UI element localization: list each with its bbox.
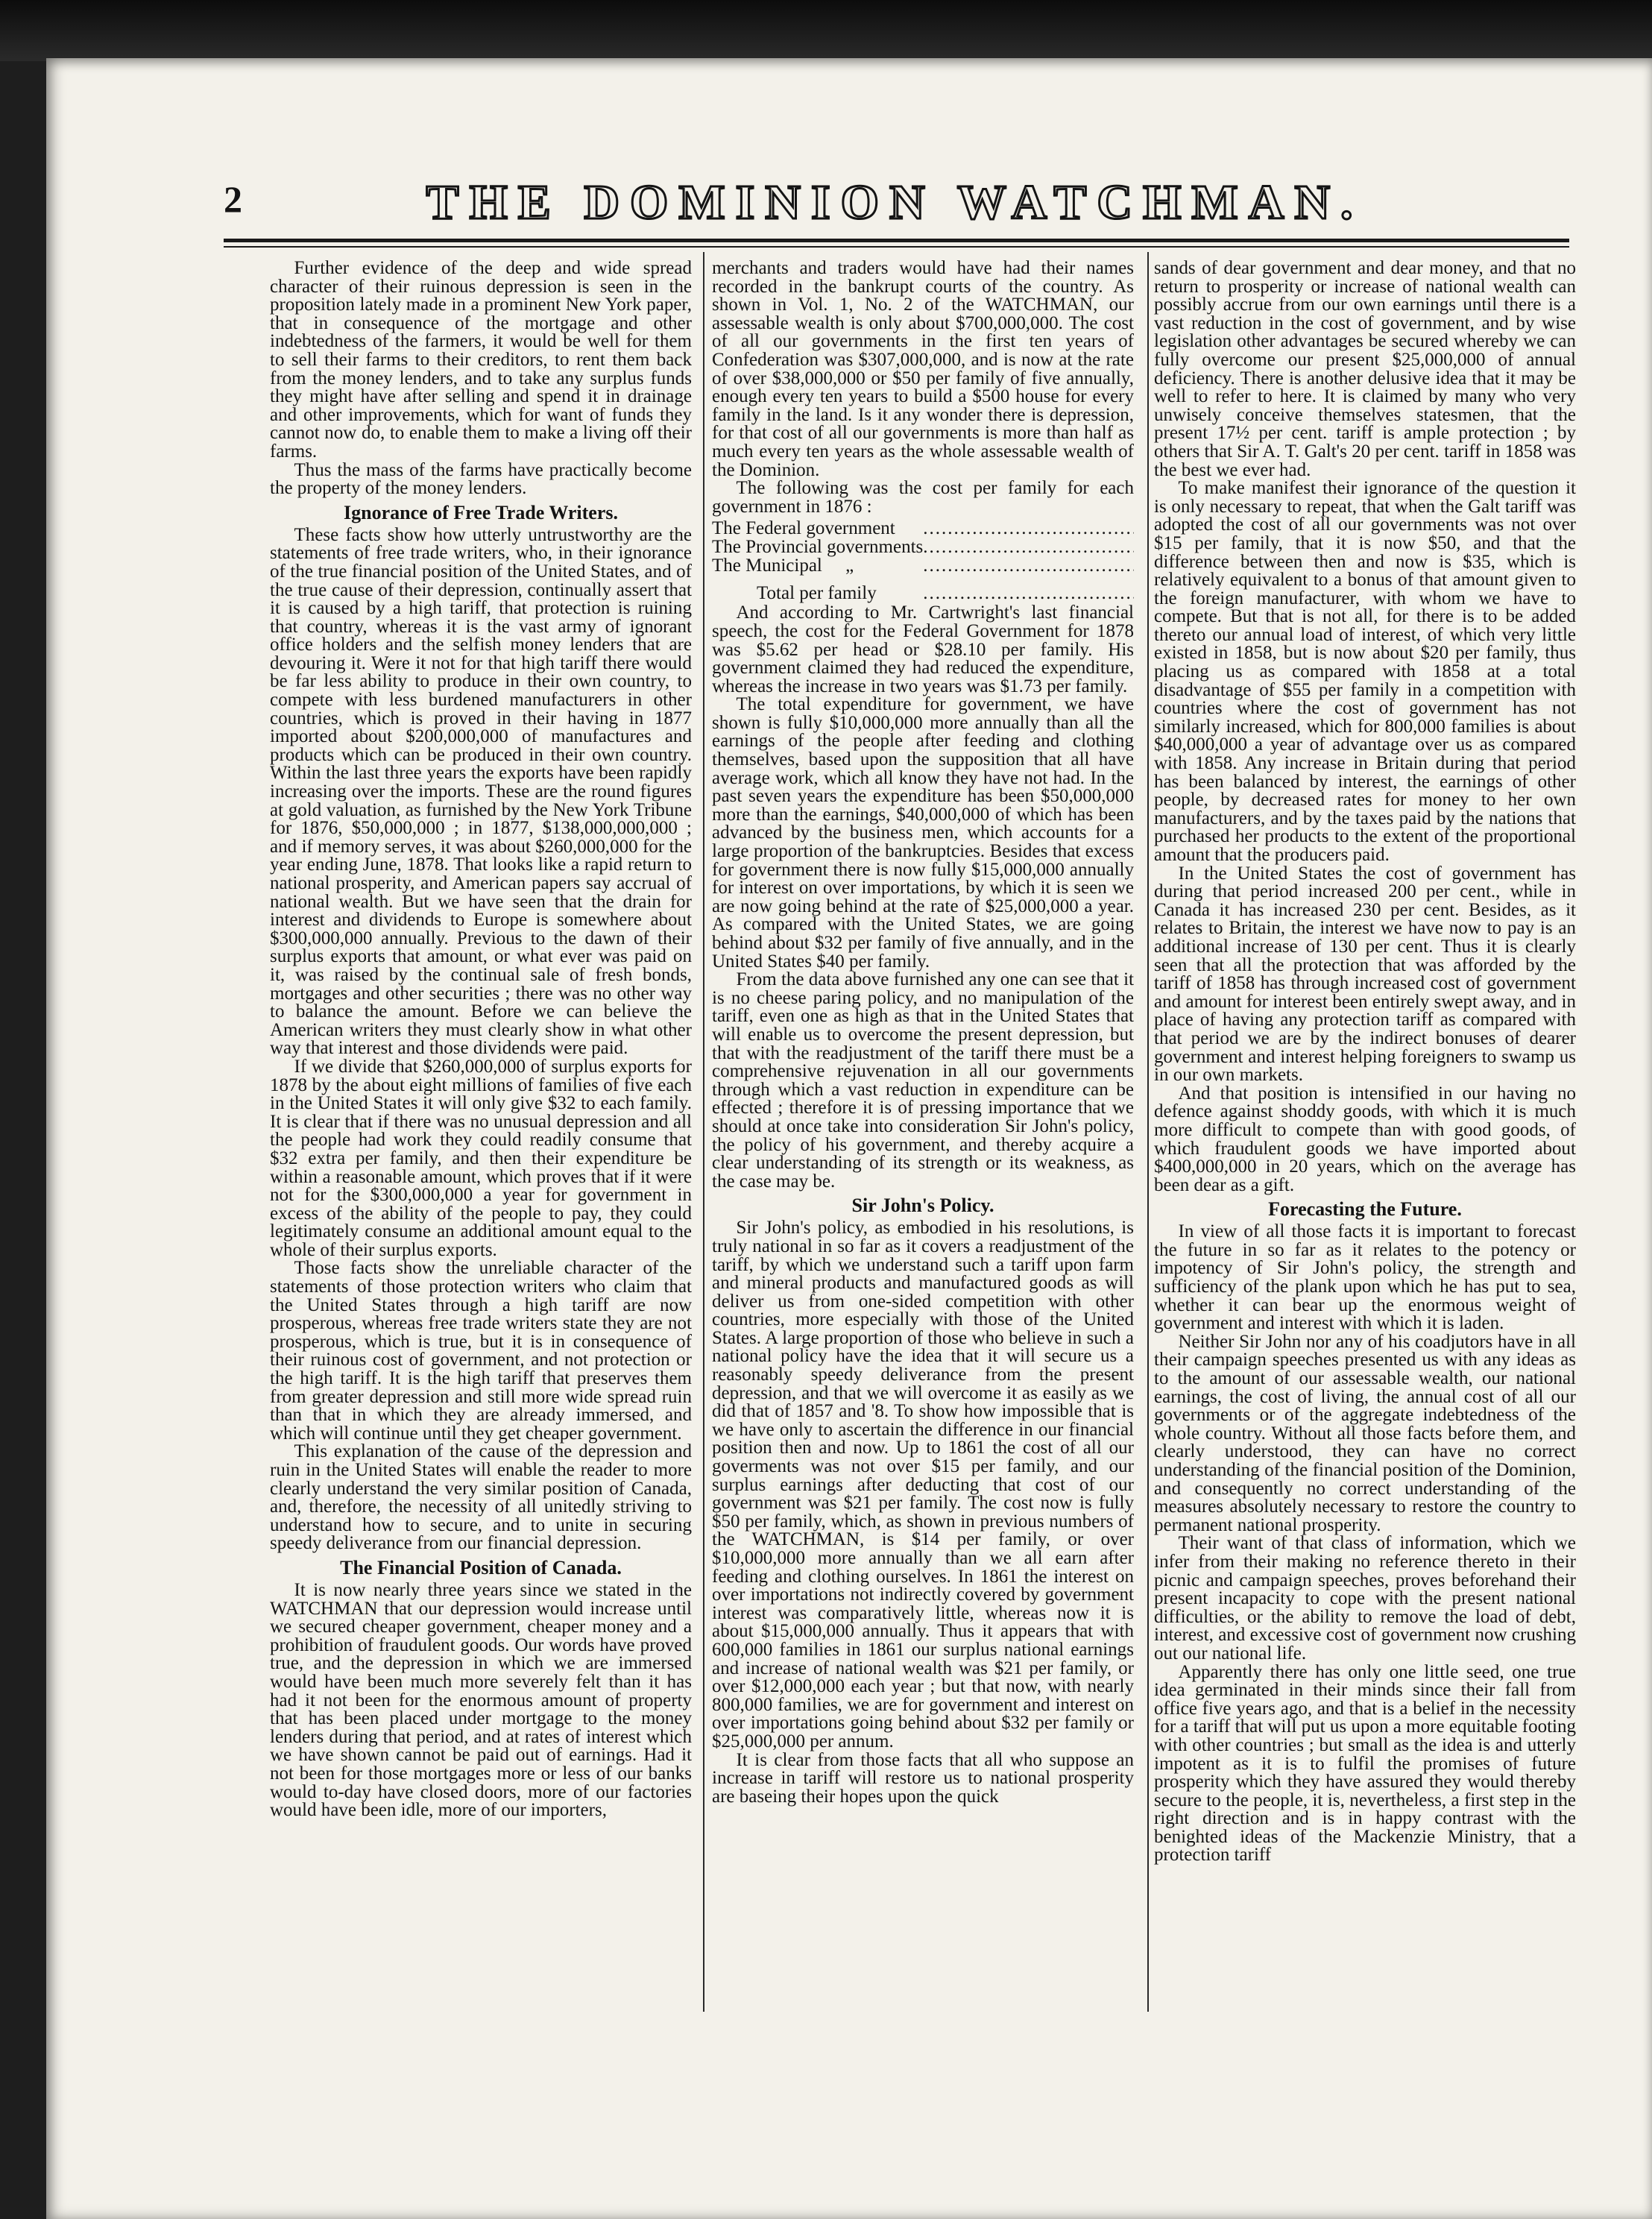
column-1 <box>270 259 692 2008</box>
paragraph: sands of dear government and dear money, and that no return to prosperity or increase of national wealth can possibly accrue from our own earnings until there is a vast reduction in the cost of government, and by wise legislation other advantages be secured whereby we can fully overcome our present $25,000,000 of annual deficiency. There is another delusive idea that it may be well to refer to here. It is claimed by many who very unwisely conceive themselves statesmen, that the present 17½ per cent. tariff is ample protection ; by others that Sir A. T. Galt's 20 per cent. tariff in 1858 was the best we ever had. <box>1154 259 1576 480</box>
paragraph: And according to Mr. Cartwright's last financial speech, the cost for the Federal Government for 1878 was $5.62 per head or $28.10 per family. His government claimed they had reduced the expenditure, whereas the increase in two years was $1.73 per family. <box>712 602 1134 696</box>
table-row <box>712 519 1134 538</box>
paragraph: To make manifest their ignorance of the question it is only necessary to repeat, that when the Galt tariff was adopted the cost of all our governments was not over $15 per family, that it is now $50, and that the difference between then and now is $35, which is relatively equivalent to a bonus of that amount given to the foreign manufacturer, with whom we have to compete. But that is not all, for there is to be added thereto our annual load of interest, of which very little existed in 1858, but is now about $20 per family, thus placing us as compared with 1858 at a total disadvantage of $55 per family in a competition with countries where the cost of government has not similarly increased, which for 800,000 families is about $40,000,000 a year of advantage over us as compared with 1858. Any increase in Britain during that period has been balanced by interest, the earnings of other people, by decreased rates for money to her own manufacturers, and by the taxes paid by the nations that purchased her products to the extent of the proportional amount that the producers paid. <box>1154 478 1576 865</box>
section-heading: Sir John's Policy. <box>851 1195 994 1217</box>
paragraph: If we divide that $260,000,000 of surplus exports for 1878 by the about eight millions of families of five each in the United States it will only give $32 to each family. It is clear that if there was no unusual depression and all the people had work they could readily consume that $32 extra per family, and then their expenditure be within a reasonable amount, which proves that if it were not for the $300,000,000 a year for government in excess of the ability of the people to pay, they could legitimately consume an additional amount equal to the whole of their surplus exports. <box>270 1056 692 1260</box>
paragraph: merchants and traders would have had their names recorded in the bankrupt courts of the country. As shown in Vol. 1, No. 2 of the WATCHMAN, our assessable wealth is only about $700,000,000. The cost of all our governments in the first ten years of Confederation was $307,000,000, and is now at the rate of over $38,000,000 or $50 per family of five annually, enough every ten years to build a $500 house for every family in the land. Is it any wonder there is depression, for that cost of all our governments is more than half as much every ten years as the whole assessable wealth of the Dominion. <box>712 259 1134 480</box>
section-heading: The Financial Position of Canada. <box>340 1556 622 1579</box>
paragraph: It is clear from those facts that all who suppose an increase in tariff will restore us to national prosperity are baseing their hopes upon the quick <box>712 1749 1134 1807</box>
table-cell-label: The Municipal „ <box>712 555 854 576</box>
table-total-row <box>712 576 1134 602</box>
paragraph: From the data above furnished any one can see that it is no cheese paring policy, and no manipulation of the tariff, even one as high as that in the United States that will enable us to overcome the present depression, but that with the readjustment of the tariff there must be a comprehensive rejuvenation in all our governments through which a vast reduction in expenditure can be effected ; therefore it is of pressing importance that we should at once take into consideration Sir John's policy, the policy of his government, and thereby acquire a clear understanding of its strength or its weakness, as the case may be. <box>712 969 1134 1192</box>
table-cell-label: The Provincial governments <box>712 537 924 558</box>
paragraph: Neither Sir John nor any of his coadjutors have in all their campaign speeches presented us with any ideas as to the amount of our assessable wealth, our national earnings, the cost of living, the annual cost of all our governments or of the aggregate indebtedness of the whole country. Without all those facts before them, and clearly understood, they can have no correct understanding of the financial position of the Dominion, and consequently no correct understanding of the measures absolutely necessary to restore the country to permanent national prosperity. <box>1154 1331 1576 1535</box>
leader-dots <box>923 576 1134 602</box>
masthead-title: THE DOMINION WATCHMAN. <box>426 175 1363 230</box>
paragraph: Further evidence of the deep and wide spread character of their ruinous depression is seen in the proposition lately made in a prominent New York paper, that in consequence of the mortgage and other indebtedness of the farmers, it would be well for them to sell their farms to their creditors, to rent them back from the money lenders, and to take any surplus funds they might have after selling and spend it in drainage and other improvements, which for want of funds they cannot now do, to enable them to make a living off their farms. <box>270 259 692 462</box>
page-number: 2 <box>224 178 242 220</box>
paragraph: These facts show how utterly untrustworthy are the statements of free trade writers, who, in their ignorance of the true financial position of the United States, and of the true cause of their depression, continually assert that it is caused by a high tariff, that protection is ruining that country, whereas it is the vast army of ignorant office holders and the selfish money lenders that are devouring it. Were it not for that high tariff there would be far less ability to produce in their own country, to compete with less burdened manufacturers in other countries, which is proved in their having in 1877 imported about $200,000,000 of manufactures and products which can be produced in their own country. Within the last three years the exports have been rapidly increasing over the imports. These are the round figures at gold valuation, as furnished by the New York Tribune for 1876, $50,000,000 ; in 1877, $138,000,000,000 ; and if memory serves, it was about $260,000,000 for the year ending June, 1878. That looks like a rapid return to national prosperity, and American papers say accrual of national wealth. But we have seen that the drain for interest and dividends to Europe is somewhere about $300,000,000 annually. Previous to the dawn of their surplus exports that amount, or what ever was paid on it, was raised by the continual sale of fresh bonds, mortgages and other securities ; there was no other way to balance the amount. Before we can believe the American writers they must clearly show in what other way that interest and those dividends were paid. <box>270 524 692 1059</box>
section-heading: Ignorance of Free Trade Writers. <box>343 501 618 523</box>
header-rule-thin <box>224 246 1569 248</box>
paragraph: Thus the mass of the farms have practically become the property of the money lenders. <box>270 459 692 499</box>
paragraph: Sir John's policy, as embodied in his resolutions, is truly national in so far as it covers a readjustment of the tariff, by which we understand such a tariff upon farm and mineral products and manufactured goods as will deliver us from one-sided competition with other countries, more especially with those of the United States. A large proportion of those who believe in such a national policy have the idea that it will secure us a reasonably speedy deliverance from the present depression, and that we will overcome it as easily as we did that of 1857 and '8. To show how impossible that is we have only to ascertain the difference in our financial position then and now. Up to 1861 the cost of all our goverments was not over $15 per family, and our surplus earnings after deducting that cost of our government was $21 per family. The cost now is fully $50 per family, which, as shown in previous numbers of the WATCHMAN, is $14 per family, or over $10,000,000 more annually than we all earn after feeding and clothing ourselves. In 1861 the interest on over importations not indirectly covered by government interest was comparatively little, whereas now it is about $15,000,000 annually. Thus it appears that with 600,000 families in 1861 our surplus national earnings and increase of national wealth was $21 per family, or over $12,000,000 each year ; but that now, with nearly 800,000 families, we are for government and interest on over importations going behind about $32 per family or $25,000,000 per annum. <box>712 1218 1134 1751</box>
table-row <box>712 556 1134 575</box>
page-header <box>224 173 1573 237</box>
paragraph: In view of all those facts it is important to forecast the future in so far as it relates to the potency or impotency of Sir John's policy, the strength and sufficiency of the plank upon which he has put to sea, whether it can bear up the enormous weight of government and interest with which it is laden. <box>1154 1221 1576 1334</box>
header-rule-thick <box>224 239 1569 242</box>
scan-border-top <box>0 0 1652 61</box>
paragraph: Those facts show the unreliable character of the statements of those protection writers who claim that the United States through a high tariff are now prosperous, whereas free trade writers state they are not prosperous, which is true, but it is in consequence of their ruinous cost of government, and not protection or the high tariff. It is the high tariff that preserves them from greater depression and still more wide spread ruin than that in which they are already immersed, and which will continue until they get cheaper government. <box>270 1258 692 1444</box>
cost-per-family-table <box>712 519 1134 602</box>
paragraph: In the United States the cost of government has during that period increased 200 per cent., while in Canada it has increased 230 per cent. Besides, as it relates to Britain, the interest we have now to pay is an additional increase of 130 per cent. Thus it is clearly seen that all the protection that was afforded by the tariff of 1858 has through increased cost of government and amount for interest been entirely swept away, and in place of having any protection tariff as compared with that period we are by the indirect bonuses of dearer government and interest helping foreigners to swamp us in our own markets. <box>1154 863 1576 1086</box>
leader-dots <box>923 519 1134 538</box>
paragraph: It is now nearly three years since we stated in the WATCHMAN that our depression would increase until we secured cheaper government, cheaper money and a prohibition of fraudulent goods. Our words have proved true, and the depression in which we are immersed would have been much more severely felt than it has had it not been for the enormous amount of property that has been placed under mortgage to the money lenders during that period, and at rates of interest which we have shown cannot be paid out of earnings. Had it not been for those mortgages more or less of our banks would to-day have closed doors, more of our factories would have been idle, more of our importers, <box>270 1579 692 1821</box>
column-divider-1 <box>703 252 704 2012</box>
paragraph: Apparently there has only one little seed, one true idea germinated in their minds since their fall from office five years ago, and that is a belief in the necessity for a tariff that will put us upon a more equitable footing with other countries ; but small as the idea is and utterly impotent as it is to fulfil the promises of future prosperity which they have assured they would thereby secure to the people, it is, nevertheless, a first step in the right direction and is in happy contrast with the benighted ideas of the Mackenzie Ministry, that a protection tariff <box>1154 1661 1576 1866</box>
paragraph: This explanation of the cause of the depression and ruin in the United States will enable the reader to more clearly understand the very similar position of Canada, and, therefore, the necessity of all unitedly striving to understand how to secure, and to unite in securing speedy deliverance from our financial depression. <box>270 1441 692 1554</box>
table-cell-label: The Federal government <box>712 518 895 539</box>
paragraph: Their want of that class of information, which we infer from their making no reference thereto in their picnic and campaign speeches, proves beforehand their present incapacity to cope with the present national difficulties, or the ability to remove the load of debt, interest, and excessive cost of government now crushing out our national life. <box>1154 1533 1576 1664</box>
table-row <box>712 538 1134 556</box>
paragraph: The total expenditure for government, we have shown is fully $10,000,000 more annually than all the earnings of the people after feeding and clothing themselves, based upon the supposition that all have average work, which all know they have not had. In the past seven years the expenditure has been $50,000,000 more than the earnings, $40,000,000 of which has been advanced by the business men, which accounts for a large proportion of the bankruptcies. Besides that excess for government there is now fully $15,000,000 annually for interest on over importations, by which it is seen we are now going behind at the rate of $25,000,000 a year. As compared with the United States, we are going behind about $32 per family of five annually, and in the United States $40 per family. <box>712 694 1134 972</box>
column-3 <box>1154 259 1576 2008</box>
leader-dots <box>923 538 1134 556</box>
total-label: Total per family <box>757 583 877 604</box>
column-2 <box>712 259 1134 2008</box>
paragraph: And that position is intensified in our having no defence against shoddy goods, with which it is much more difficult to compete than with good goods, of which fraudulent goods we have imported about $400,000,000 in 20 years, which on the average has been dear as a gift. <box>1154 1083 1576 1195</box>
paragraph: The following was the cost per family for each government in 1876 : <box>712 478 1134 517</box>
section-heading: Forecasting the Future. <box>1268 1198 1462 1221</box>
leader-dots <box>923 556 1134 575</box>
column-divider-2 <box>1147 252 1149 2012</box>
